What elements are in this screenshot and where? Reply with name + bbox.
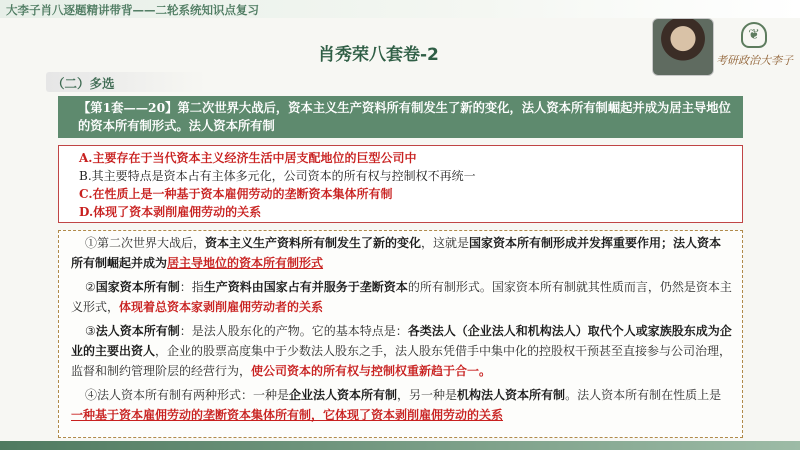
page-title: 肖秀荣八套卷-2 xyxy=(318,45,439,65)
question-box xyxy=(58,96,743,138)
text-run-bold: 生产资料由国家占有并服务于垄断资本 xyxy=(203,280,408,294)
text-run: ，企业的股票高度集中于少数法人股东之手，法人股东凭借手中集中化的控股权干预甚至直接参与公司治理，监督和制约管理阶层的经营行为， xyxy=(71,344,732,378)
text-run-bold: 资本主义生产资料所有制发生了新的变化 xyxy=(205,236,422,250)
text-run: ，这就是 xyxy=(421,236,470,250)
option-c: C.在性质上是一种基于资本雇佣劳动的垄断资本集体所有制 xyxy=(79,187,393,201)
text-run: ④法人资本所有制有两种形式：一种是 xyxy=(85,388,290,402)
text-run: 。法人资本所有制在性质上是 xyxy=(565,388,722,402)
presenter-avatar xyxy=(652,18,714,76)
section-label-text: （二）多选 xyxy=(52,76,115,91)
lotus-icon: ❦ xyxy=(741,22,767,48)
analysis-paragraph-3 xyxy=(71,321,732,381)
option-d: D.体现了资本剥削雇佣劳动的关系 xyxy=(79,205,262,219)
text-run-bold: 法人资本所有制 xyxy=(95,324,180,338)
analysis-paragraph-1 xyxy=(71,233,732,273)
logo-text: 考研政治大李子 xyxy=(716,54,793,67)
text-run-bold: 国家资本所有制形成并发挥重要作用；法人资本所有制崛起并成为 xyxy=(71,236,722,270)
option-a: A.主要存在于当代资本主义经济生活中居支配地位的巨型公司中 xyxy=(79,151,417,165)
analysis-paragraph-4 xyxy=(71,385,732,425)
text-run-bold: 各类法人（企业法人和机构法人）取代个人或家族股东成为企业的主要出资人 xyxy=(71,324,732,358)
text-run: ：指 xyxy=(179,280,204,294)
text-run-highlight: 居主导地位的资本所有制形式 xyxy=(167,256,324,270)
brand-logo xyxy=(716,22,796,72)
bottom-strip xyxy=(0,441,800,450)
course-title: 大李子肖八逐题精讲带背——二轮系统知识点复习 xyxy=(6,3,259,17)
text-run-bold: 机构法人资本所有制 xyxy=(457,388,566,402)
section-label xyxy=(46,72,206,92)
text-run-bold: 企业法人资本所有制 xyxy=(289,388,398,402)
text-run: 的所有制形式。国家资本所有制就其性质而言，仍然是资本主义形式， xyxy=(71,280,732,314)
option-b: B.其主要特点是资本占有主体多元化，公司资本的所有权与控制权不再统一 xyxy=(79,169,476,183)
analysis-paragraph-2 xyxy=(71,277,732,317)
text-run: ，另一种是 xyxy=(397,388,458,402)
question-text: 【第1套——20】第二次世界大战后，资本主义生产资料所有制发生了新的变化，法人资本所有制崛起并成为居主导地位的资本所有制形式。法人资本所有制 xyxy=(78,100,731,133)
text-run: ③ xyxy=(85,324,96,338)
text-run: ①第二次世界大战后， xyxy=(85,236,206,250)
text-run-bold: 国家资本所有制 xyxy=(95,280,180,294)
text-run-highlight: 体现着总资本家剥削雇佣劳动者的关系 xyxy=(119,300,324,314)
text-run-highlight: 一种基于资本雇佣劳动的垄断资本集体所有制，它体现了资本剥削雇佣劳动的关系 xyxy=(71,408,504,422)
text-run: ：是法人股东化的产物。它的基本特点是： xyxy=(179,324,408,338)
options-box xyxy=(58,145,743,223)
text-run-highlight: 使公司资本的所有权与控制权重新趋于合一。 xyxy=(251,364,492,378)
text-run: ② xyxy=(85,280,96,294)
analysis-box xyxy=(58,230,743,438)
